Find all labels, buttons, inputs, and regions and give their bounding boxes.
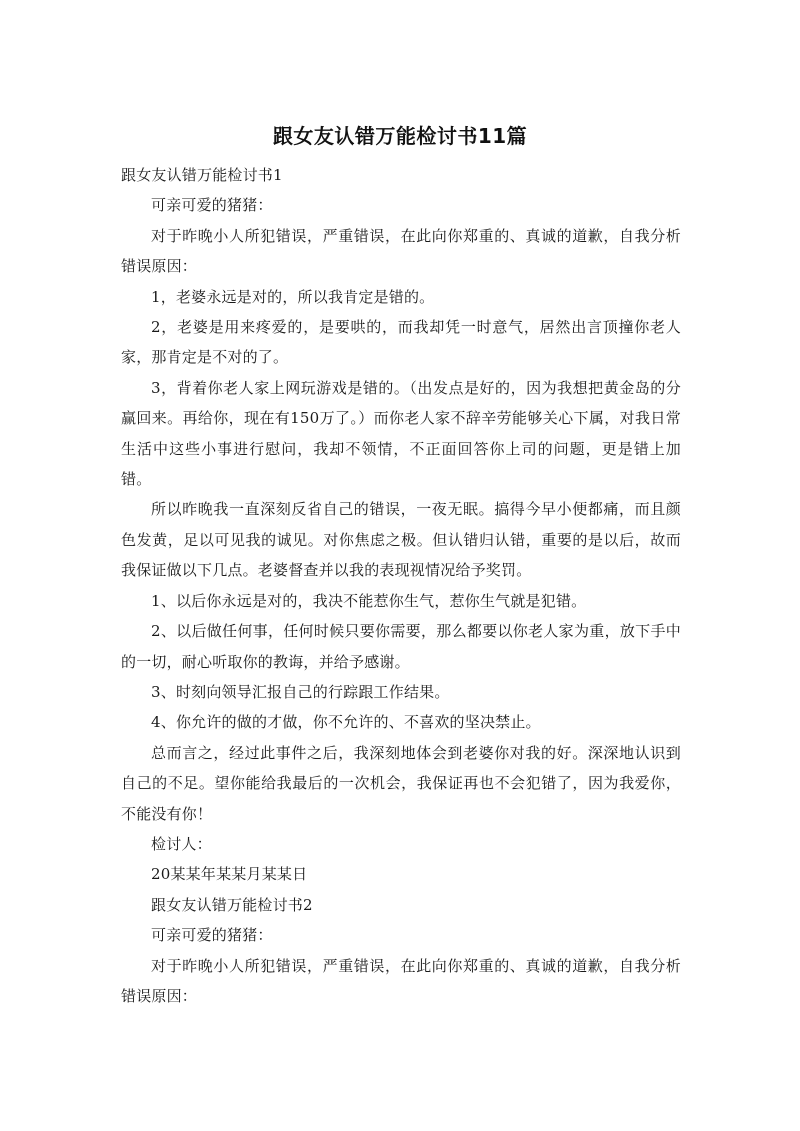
section-heading-2: 跟女友认错万能检讨书2 — [151, 895, 313, 914]
paragraph: 4、你允许的做的才做，你不允许的、不喜欢的坚决禁止。 — [151, 713, 541, 732]
paragraph: 对于昨晚小人所犯错误，严重错误，在此向你郑重的、真诚的道歉，自我分析错误原因： — [121, 226, 681, 276]
paragraph: 1、以后你永远是对的，我决不能惹你生气，惹你生气就是犯错。 — [151, 591, 587, 610]
salutation: 可亲可爱的猪猪： — [151, 196, 273, 215]
paragraph: 2、以后做任何事，任何时候只要你需要，那么都要以你老人家为重，放下手中的一切，耐心听取你的教诲，并给予感谢。 — [121, 622, 681, 671]
paragraph: 3、时刻向领导汇报自己的行踪跟工作结果。 — [151, 682, 450, 701]
paragraph: 总而言之，经过此事件之后，我深刻地体会到老婆你对我的好。深深地认识到自己的不足。望你能给我最后的一次机会，我保证再也不会犯错了，因为我爱你，不能没有你！ — [121, 743, 681, 823]
paragraph: 1，老婆永远是对的，所以我肯定是错的。 — [151, 287, 435, 306]
paragraph: 2，老婆是用来疼爱的，是要哄的，而我却凭一时意气，居然出言顶撞你老人家，那肯定是不对的了。 — [121, 318, 681, 367]
paragraph: 3，背着你老人家上网玩游戏是错的。（出发点是好的，因为我想把黄金岛的分赢回来。再给你，现在有150万了。）而你老人家不辞辛劳能够关心下属，对我日常生活中这些小事进行慰问，我却不领情，不正面回答你上司的问题，更是错上加错。 — [121, 378, 681, 489]
signature-label: 检讨人： — [151, 834, 212, 853]
date-line: 20某某年某某月某某日 — [151, 865, 308, 884]
document-body — [121, 160, 681, 1011]
paragraph: 所以昨晚我一直深刻反省自己的错误，一夜无眠。搞得今早小便都痛，而且颜色发黄，足以可见我的诚见。对你焦虑之极。但认错归认错，重要的是以后，故而我保证做以下几点。老婆督查并以我的表现视情况给予奖罚。 — [121, 500, 681, 580]
salutation: 可亲可爱的猪猪： — [151, 926, 273, 945]
section-heading-1: 跟女友认错万能检讨书1 — [121, 166, 283, 184]
document-title: 跟女友认错万能检讨书11篇 — [272, 124, 528, 148]
paragraph: 对于昨晚小人所犯错误，严重错误，在此向你郑重的、真诚的道歉，自我分析错误原因： — [121, 956, 681, 1005]
